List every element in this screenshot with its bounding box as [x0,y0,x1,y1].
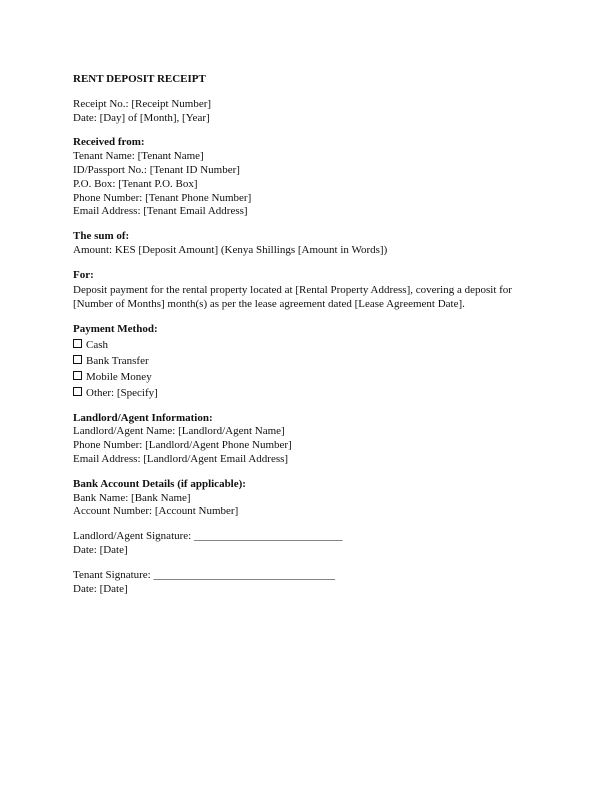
bank-heading: Bank Account Details (if applicable): [73,477,246,490]
document-title: RENT DEPOSIT RECEIPT [73,73,206,85]
landlord-phone: Phone Number: [Landlord/Agent Phone Number] [73,439,292,452]
payment-method-heading: Payment Method: [73,322,158,335]
checkbox-icon[interactable] [73,371,82,380]
sum-heading: The sum of: [73,230,130,243]
deposit-purpose: Deposit payment for the rental property located at [Rental Property Address], covering a deposit for [Number of Months] month(s) as per the lease agreement dated [Lease Agreement Date]. [73,283,512,311]
checkbox-icon[interactable] [73,387,82,396]
payment-option-label: Cash [86,338,108,351]
checkbox-icon[interactable] [73,339,82,348]
checkbox-icon[interactable] [73,355,82,364]
tenant-email: Email Address: [Tenant Email Address] [73,205,248,218]
landlord-name: Landlord/Agent Name: [Landlord/Agent Name] [73,425,285,438]
bank-account-number: Account Number: [Account Number] [73,505,239,518]
payment-option-mobile-money[interactable] [73,369,553,385]
receipt-date: Date: [Day] of [Month], [Year] [73,111,210,124]
tenant-phone: Phone Number: [Tenant Phone Number] [73,191,252,204]
tenant-signature-date: Date: [Date] [73,582,128,595]
tenant-name: Tenant Name: [Tenant Name] [73,150,204,163]
deposit-amount: Amount: KES [Deposit Amount] (Kenya Shillings [Amount in Words]) [73,243,388,256]
received-from-heading: Received from: [73,136,145,149]
for-heading: For: [73,268,94,281]
payment-option-cash[interactable] [73,337,553,353]
receipt-content [73,73,553,596]
tenant-id: ID/Passport No.: [Tenant ID Number] [73,163,240,176]
tenant-signature-line[interactable]: Tenant Signature: _________________________________ [73,568,335,581]
tenant-po-box: P.O. Box: [Tenant P.O. Box] [73,177,198,190]
landlord-email: Email Address: [Landlord/Agent Email Address] [73,452,289,465]
payment-option-other[interactable] [73,385,553,401]
payment-option-label: Other: [Specify] [86,386,158,399]
receipt-number: Receipt No.: [Receipt Number] [73,97,212,110]
payment-option-label: Bank Transfer [86,354,149,367]
landlord-signature-line[interactable]: Landlord/Agent Signature: ___________________________ [73,530,343,543]
payment-option-label: Mobile Money [86,370,152,383]
landlord-heading: Landlord/Agent Information: [73,411,213,424]
landlord-signature-date: Date: [Date] [73,543,128,556]
bank-name: Bank Name: [Bank Name] [73,491,191,504]
payment-option-bank-transfer[interactable] [73,353,553,369]
